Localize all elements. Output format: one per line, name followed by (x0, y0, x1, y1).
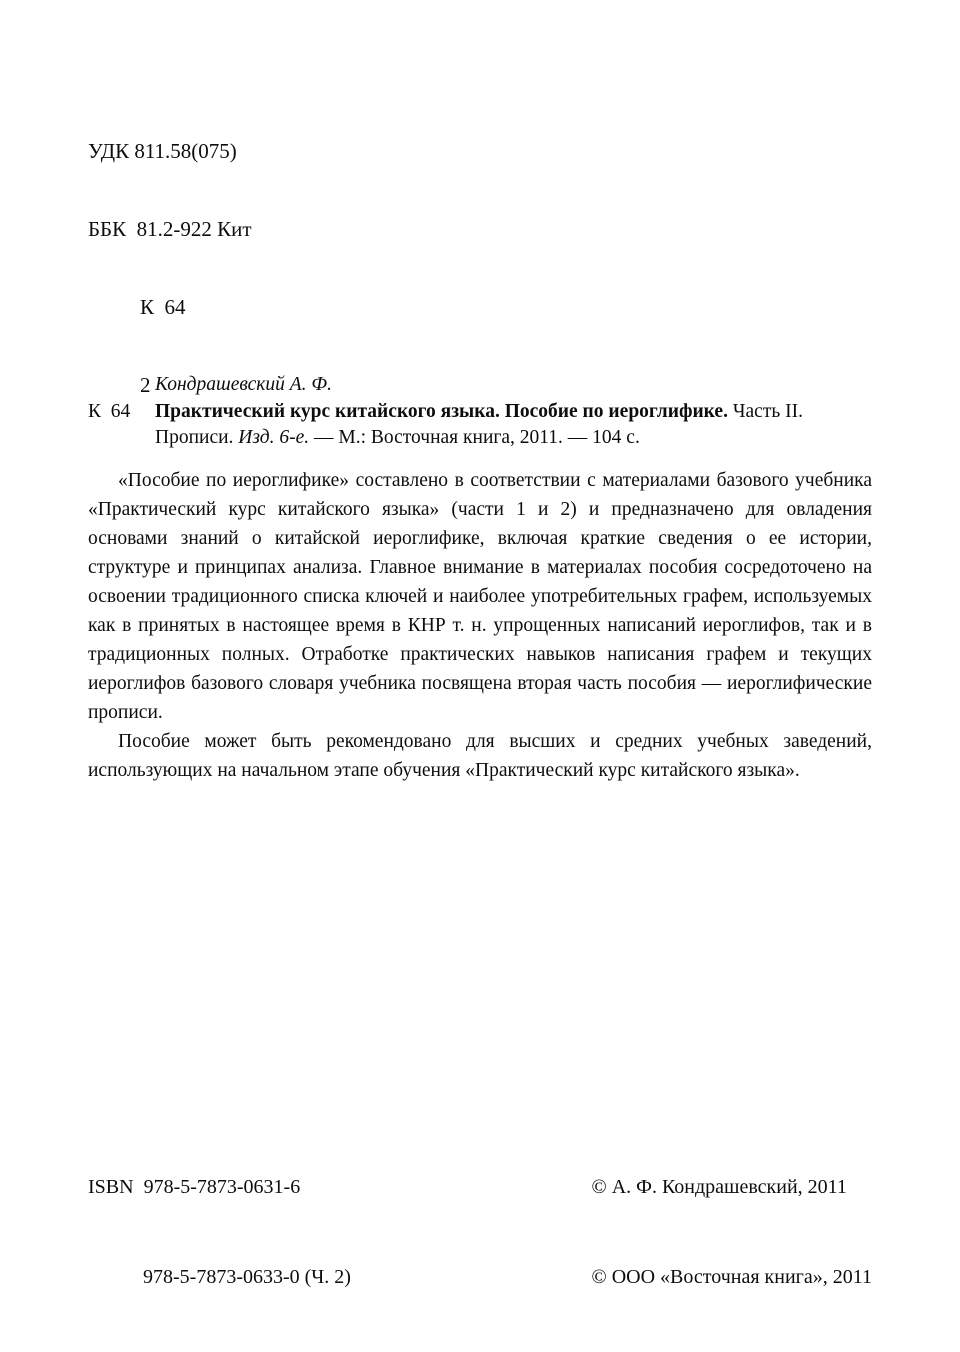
copy-number: 2 (140, 373, 151, 397)
biblio-imprint-prefix: Прописи. (155, 427, 239, 448)
copyright-author: © А. Ф. Кондрашевский, 2011 (591, 1176, 847, 1198)
annotation-paragraph-1: «Пособие по иероглифике» составлено в соответствии с материалами базового учебника «Практический курс китайского языка» (части 1 и 2) и предназначено для овладения основами знаний о китайской иероглифике, включая краткие сведения о ее истории, структуре и принципах анализа. Главное внимание в материалах пособия сосредоточено на освоении традиционного списка ключей и наиболее употребительных графем, используемых как в принятых в настоящее время в КНР т. н. упрощенных написаний иероглифов, так и в традиционных полных. Отработке практических навыков написания графем и текущих иероглифов базового словаря учебника посвящена вторая часть пособия — иероглифические прописи. (88, 470, 872, 723)
biblio-author: Кондрашевский А. Ф. (155, 374, 332, 395)
biblio-edition: Изд. 6-е. (238, 427, 310, 448)
biblio-title: Практический курс китайского языка. Пособие по иероглифике. (155, 400, 728, 422)
biblio-part: Часть II. (727, 400, 803, 422)
bibliographic-description (88, 372, 872, 452)
biblio-title-line (155, 399, 872, 426)
page-footer (88, 1112, 872, 1352)
biblio-imprint-line (155, 425, 872, 452)
annotation-paragraph-2: Пособие может быть рекомендовано для высших и средних учебных заведений, использующих на начальном этапе обучения «Практический курс китайского языка». (88, 731, 872, 781)
copyright-publisher: © ООО «Восточная книга», 2011 (591, 1266, 872, 1288)
copyright-block (592, 1112, 873, 1352)
author-sign-code: К 64 (140, 295, 186, 319)
annotation-text (88, 466, 872, 785)
biblio-body (155, 372, 872, 452)
bbk-code: ББК 81.2-922 Кит (88, 217, 252, 241)
footer-columns (88, 1112, 872, 1352)
isbn-part-two: 978-5-7873-0633-0 (Ч. 2) (143, 1266, 351, 1288)
isbn-block (88, 1112, 592, 1352)
udk-code: УДК 811.58(075) (88, 139, 237, 163)
biblio-imprint-rest: — М.: Восточная книга, 2011. — 104 с. (309, 427, 640, 448)
biblio-author-sign: К 64 (88, 400, 131, 422)
isbn-primary: ISBN 978-5-7873-0631-6 (88, 1176, 301, 1198)
